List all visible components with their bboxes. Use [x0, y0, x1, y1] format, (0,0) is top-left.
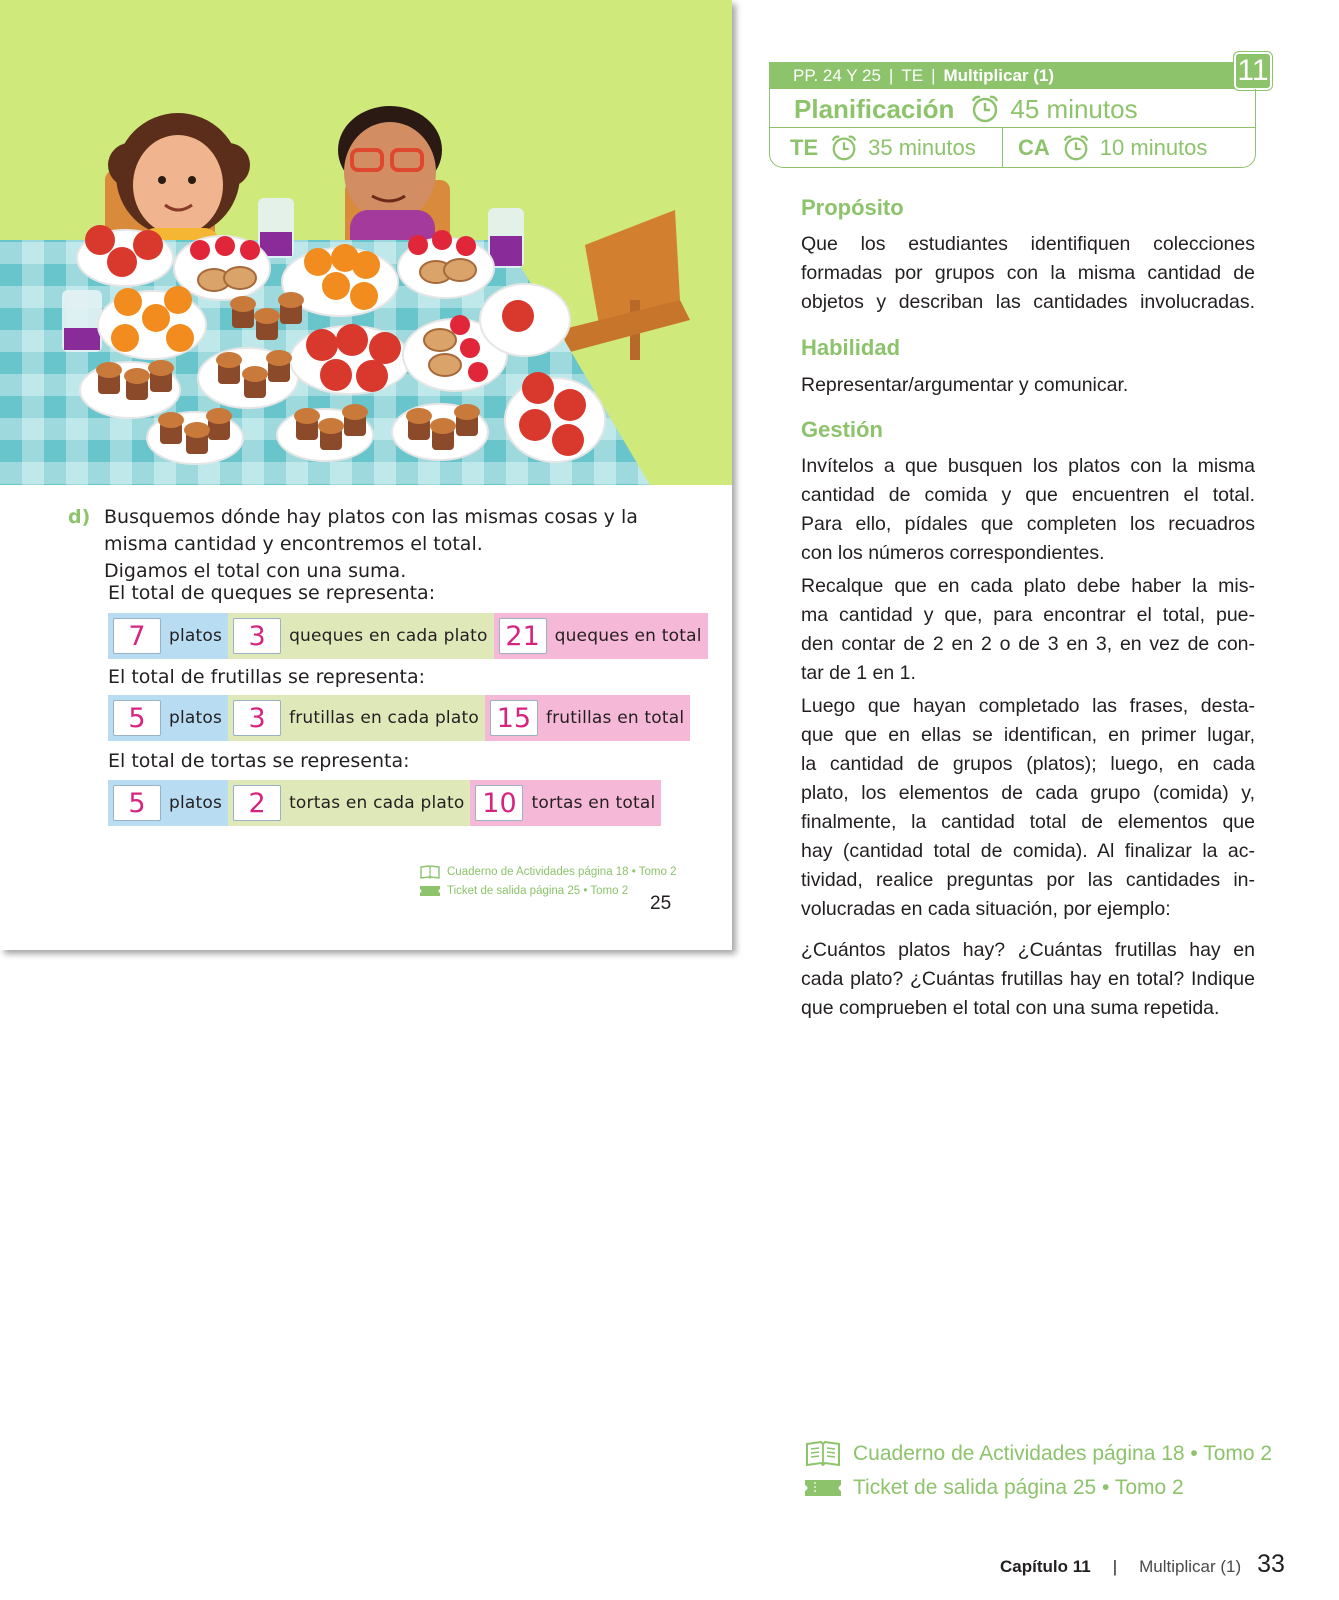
total-number-box[interactable]: 15 — [490, 700, 538, 736]
exercise-line: Digamos el total con una suma. — [104, 560, 407, 582]
text-line: Para ello, pídales que completen los recuadros — [801, 513, 1255, 535]
groups-text: platos — [169, 626, 223, 646]
planning-divider — [1002, 127, 1003, 167]
text-line: formadas por grupos con la misma cantidad de — [801, 262, 1255, 284]
total-text: queques en total — [554, 626, 702, 646]
exercise-letter: d) — [68, 506, 91, 528]
groups-number-box[interactable]: 7 — [113, 618, 161, 654]
per-group-segment — [228, 613, 494, 659]
exercise-d — [68, 504, 708, 585]
exercise-line: misma cantidad y encontremos el total. — [104, 533, 483, 555]
total-segment — [494, 613, 708, 659]
planning-header — [769, 62, 1237, 89]
text-line: Recalque que en cada plato debe haber la mis- — [801, 575, 1255, 597]
exercise-line: Busquemos dónde hay platos con las mismas cosas y la — [104, 506, 638, 528]
exercise-instructions — [104, 504, 708, 585]
groups-text: platos — [169, 708, 223, 728]
ticket-icon — [805, 1478, 841, 1498]
groups-number-box[interactable]: 5 — [113, 700, 161, 736]
exit-ticket-ref-text: Ticket de salida página 25 • Tomo 2 — [853, 1476, 1184, 1499]
text-line: volucradas en cada situación, por ejemplo: — [801, 898, 1171, 920]
text-line: Representar/argumentar y comunicar. — [801, 374, 1129, 396]
text-line: cantidad de comida y que encuentren el total. — [801, 484, 1255, 506]
text-line: tar de 1 en 1. — [801, 662, 916, 684]
planning-total-time: 45 minutos — [1010, 93, 1138, 124]
gestion-paragraph-3 — [801, 692, 1255, 924]
activity-book-ref[interactable] — [805, 1437, 1272, 1471]
footer-topic: Multiplicar (1) — [1139, 1557, 1242, 1576]
guide-references — [805, 1437, 1272, 1505]
representation-row-queques — [108, 613, 708, 659]
groups-segment — [108, 695, 228, 741]
lesson-title: Multiplicar (1) — [943, 66, 1055, 85]
section-title-habilidad: Habilidad — [801, 335, 901, 360]
te-label: TE — [790, 135, 819, 160]
section-title-proposito: Propósito — [801, 195, 904, 220]
total-text: frutillas en total — [545, 708, 685, 728]
planning-box — [769, 54, 1269, 168]
alarm-clock-icon — [1062, 134, 1090, 162]
ticket-icon — [420, 885, 440, 897]
footer-separator: | — [1112, 1557, 1118, 1576]
text-line: Invítelos a que busquen los platos con la misma — [801, 455, 1255, 477]
ca-time-cell — [1018, 129, 1207, 167]
exit-ticket-ref[interactable] — [420, 881, 677, 900]
planning-divider — [770, 127, 1255, 128]
total-number-box[interactable]: 10 — [475, 785, 523, 821]
text-line: cada plato? ¿Cuántas frutillas hay en total? Indique — [801, 968, 1255, 990]
ca-time: 10 minutos — [1099, 135, 1208, 160]
representation-row-tortas — [108, 780, 661, 826]
text-line: la cantidad de grupos (platos); luego, en cada — [801, 753, 1255, 775]
text-line: ¿Cuántos platos hay? ¿Cuántas frutillas hay en — [801, 939, 1255, 961]
text-line: tividad, realice preguntas por las cantidades in- — [801, 869, 1255, 891]
text-line: den contar de 2 en 2 o de 3 en 3, en vez de con- — [801, 633, 1255, 655]
text-line: con los números correspondientes. — [801, 542, 1105, 564]
footer-chapter: Capítulo 11 — [1000, 1557, 1091, 1576]
groups-number-box[interactable]: 5 — [113, 785, 161, 821]
activity-book-ref[interactable] — [420, 862, 677, 881]
te-tag: TE — [901, 66, 924, 85]
header-separator: | — [888, 66, 894, 85]
groups-segment — [108, 613, 228, 659]
text-line: Que los estudiantes identifiquen colecciones — [801, 233, 1255, 255]
header-separator: | — [931, 66, 936, 85]
exit-ticket-ref-text: Ticket de salida página 25 • Tomo 2 — [447, 884, 629, 897]
student-references — [420, 862, 677, 900]
te-time: 35 minutos — [868, 135, 976, 160]
activity-book-ref-text: Cuaderno de Actividades página 18 • Tomo 2 — [853, 1442, 1273, 1465]
groups-segment — [108, 780, 228, 826]
representation-label: El total de tortas se representa: — [108, 750, 410, 772]
gestion-paragraph-4 — [801, 936, 1255, 1023]
planning-body — [769, 89, 1256, 168]
total-segment — [485, 695, 690, 741]
boy-figure — [338, 106, 442, 260]
alarm-clock-icon — [830, 134, 858, 162]
ca-label: CA — [1018, 135, 1050, 160]
text-line: plato, los elementos de cada grupo (comida) y, — [801, 782, 1255, 804]
text-line: ma cantidad y que, para encontrar el total, pue- — [801, 604, 1255, 626]
page-number: 33 — [1257, 1550, 1285, 1578]
per-group-text: tortas en cada plato — [289, 793, 465, 813]
book-icon — [420, 865, 440, 879]
total-number-box[interactable]: 21 — [499, 618, 547, 654]
planning-title: Planificación — [794, 93, 955, 124]
activity-book-ref-text: Cuaderno de Actividades página 18 • Tomo 2 — [447, 865, 677, 878]
per-group-number-box[interactable]: 2 — [233, 785, 281, 821]
te-time-cell — [790, 129, 976, 167]
text-line: que comprueben el total con una suma repetida. — [801, 997, 1220, 1019]
text-line: objetos y describan las cantidades involucradas. — [801, 291, 1255, 313]
planning-total-row — [794, 91, 1138, 127]
alarm-clock-icon — [970, 94, 1000, 124]
groups-text: platos — [169, 793, 223, 813]
exit-ticket-ref[interactable] — [805, 1471, 1272, 1505]
per-group-number-box[interactable]: 3 — [233, 618, 281, 654]
gestion-paragraph-2 — [801, 572, 1255, 688]
per-group-text: frutillas en cada plato — [289, 708, 479, 728]
page-footer — [1000, 1550, 1285, 1590]
student-page-number: 25 — [650, 893, 672, 914]
total-segment — [470, 780, 661, 826]
text-line: que que en ellas se identifican, en primer lugar, — [801, 724, 1255, 746]
per-group-number-box[interactable]: 3 — [233, 700, 281, 736]
chapter-badge: 11 — [1234, 52, 1272, 90]
proposito-text — [801, 230, 1255, 317]
total-text: tortas en total — [531, 793, 656, 813]
representation-label: El total de queques se representa: — [108, 582, 436, 604]
gestion-paragraph-1 — [801, 452, 1255, 568]
per-group-text: queques en cada plato — [289, 626, 488, 646]
representation-label: El total de frutillas se representa: — [108, 666, 425, 688]
text-line: finalmente, la cantidad total de elementos que — [801, 811, 1255, 833]
book-icon — [805, 1441, 841, 1467]
representation-row-frutillas — [108, 695, 690, 741]
text-line: hay (cantidad total de comida). Al finalizar la ac- — [801, 840, 1255, 862]
pages-ref: PP. 24 Y 25 — [793, 66, 881, 85]
text-line: Luego que hayan completado las frases, desta- — [801, 695, 1255, 717]
section-title-gestion: Gestión — [801, 417, 883, 442]
per-group-segment — [228, 695, 485, 741]
party-table-illustration — [0, 0, 732, 485]
habilidad-text — [801, 371, 1255, 400]
per-group-segment — [228, 780, 470, 826]
student-page — [0, 0, 732, 950]
